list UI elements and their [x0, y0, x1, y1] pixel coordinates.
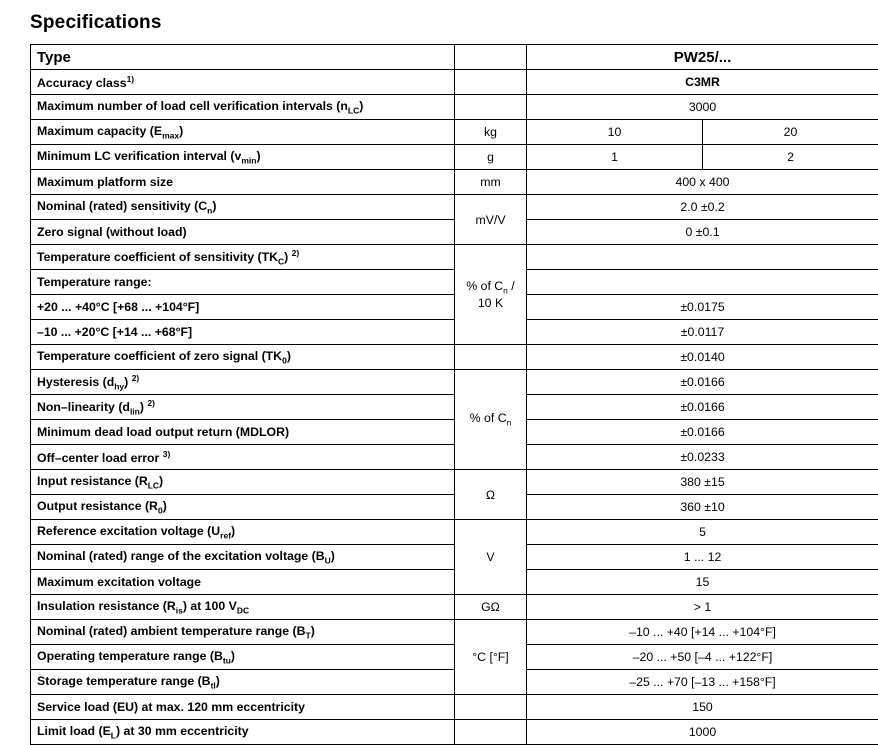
row-value: ±0.0140: [527, 345, 878, 370]
row-unit: [455, 345, 527, 370]
row-label-mdlor: Minimum dead load output return (MDLOR): [31, 420, 455, 445]
row-label-operating-temp-range: [31, 645, 455, 670]
label-subscript: tu: [223, 655, 231, 665]
label-text: Temperature coefficient of sensitivity (TK: [37, 250, 278, 264]
table-row: [31, 495, 878, 520]
footnote-marker: 3): [163, 449, 171, 459]
label-text: Nominal (rated) ambient temperature range (B: [37, 624, 306, 638]
table-row: [31, 445, 878, 470]
row-unit: GΩ: [455, 595, 527, 620]
row-value-col2: 2: [703, 145, 878, 170]
label-text: Output resistance (R: [37, 499, 158, 513]
row-value: 360 ±10: [527, 495, 878, 520]
label-text: Accuracy class: [37, 76, 127, 90]
label-text: Insulation resistance (R: [37, 599, 176, 613]
label-text-end: ): [212, 199, 216, 213]
row-unit: [455, 95, 527, 120]
row-label-hysteresis: [31, 370, 455, 395]
label-subscript: ref: [220, 530, 231, 540]
label-text: Off–center load error: [37, 451, 159, 465]
label-subscript: 0: [158, 505, 163, 515]
label-subscript: L: [111, 730, 116, 740]
label-subscript: U: [325, 555, 331, 565]
label-subscript: LC: [148, 480, 159, 490]
row-label-off-center-load-error: [31, 445, 455, 470]
header-unit-cell: [455, 45, 527, 70]
row-unit: kg: [455, 120, 527, 145]
unit-line-2: 10 K: [461, 296, 520, 310]
row-label-temperature-range: Temperature range:: [31, 270, 455, 295]
table-row: [31, 620, 878, 645]
table-row: [31, 520, 878, 545]
row-label-nominal-sensitivity: [31, 195, 455, 220]
label-text-end: ) at 100 V: [183, 599, 237, 613]
label-text-end: ): [179, 124, 183, 138]
row-value: C3MR: [527, 70, 878, 95]
row-unit-ohm: Ω: [455, 470, 527, 520]
row-unit-mvv: mV/V: [455, 195, 527, 245]
label-text: Maximum capacity (E: [37, 124, 162, 138]
row-value: 15: [527, 570, 878, 595]
row-label-temp-range-low: –10 ... +20°C [+14 ... +68°F]: [31, 320, 455, 345]
label-text: Non–linearity (d: [37, 400, 130, 414]
label-subscript: n: [207, 205, 212, 215]
label-subscript: lin: [130, 406, 140, 416]
row-label-nominal-excitation-range: [31, 545, 455, 570]
table-row: [31, 670, 878, 695]
row-value: 150: [527, 695, 878, 720]
label-text-end: ): [287, 349, 291, 363]
row-value-col2: 20: [703, 120, 878, 145]
row-value: ±0.0166: [527, 420, 878, 445]
table-row: [31, 720, 878, 745]
row-label-reference-excitation-voltage: [31, 520, 455, 545]
row-unit: mm: [455, 170, 527, 195]
table-row: [31, 245, 878, 270]
label-text-end: ): [331, 549, 335, 563]
table-row: [31, 595, 878, 620]
row-label-storage-temp-range: [31, 670, 455, 695]
label-text-end: ): [163, 499, 167, 513]
row-value: –10 ... +40 [+14 ... +104°F]: [527, 620, 878, 645]
row-value: ±0.0117: [527, 320, 878, 345]
header-model-cell: PW25/...: [527, 45, 878, 70]
table-row: [31, 320, 878, 345]
label-subscript: hy: [114, 381, 124, 391]
label-text-end: ): [140, 400, 144, 414]
label-text: Nominal (rated) sensitivity (C: [37, 199, 207, 213]
row-unit-volt: V: [455, 520, 527, 595]
label-subscript-2: DC: [237, 605, 249, 615]
row-value: ±0.0166: [527, 395, 878, 420]
table-row: [31, 295, 878, 320]
footnote-marker: 2): [292, 248, 300, 258]
row-value: 1 ... 12: [527, 545, 878, 570]
row-label-output-resistance: [31, 495, 455, 520]
label-text-end: ): [124, 375, 128, 389]
label-subscript: tl: [211, 680, 216, 690]
label-text: Storage temperature range (B: [37, 674, 211, 688]
label-text-end: ): [359, 99, 363, 113]
footnote-marker: 1): [127, 74, 135, 84]
row-label-max-excitation-voltage: Maximum excitation voltage: [31, 570, 455, 595]
label-text-end: ): [231, 524, 235, 538]
row-label-non-linearity: [31, 395, 455, 420]
label-text: Temperature coefficient of zero signal (TK: [37, 349, 282, 363]
table-row: [31, 645, 878, 670]
label-text-end: ) at 30 mm eccentricity: [116, 724, 249, 738]
specifications-table: [30, 44, 878, 745]
footnote-marker: 2): [132, 373, 140, 383]
row-value: 400 x 400: [527, 170, 878, 195]
row-value: 380 ±15: [527, 470, 878, 495]
row-value: 2.0 ±0.2: [527, 195, 878, 220]
row-value-col1: 1: [527, 145, 703, 170]
row-value: 1000: [527, 720, 878, 745]
label-subscript: C: [278, 256, 284, 266]
label-subscript: 0: [282, 355, 287, 365]
table-row: [31, 95, 878, 120]
table-row: [31, 145, 878, 170]
row-label-tk0: [31, 345, 455, 370]
label-text-end: ): [284, 250, 288, 264]
row-unit-pct-cn-10k: [455, 245, 527, 345]
table-row: [31, 70, 878, 95]
label-text-end: ): [256, 149, 260, 163]
row-value: [527, 245, 878, 270]
row-value: –20 ... +50 [–4 ... +122°F]: [527, 645, 878, 670]
row-value: 3000: [527, 95, 878, 120]
row-label-input-resistance: [31, 470, 455, 495]
table-row: [31, 695, 878, 720]
table-row: [31, 120, 878, 145]
row-label-maximum-capacity: [31, 120, 455, 145]
specifications-page: [0, 12, 878, 638]
table-row: [31, 170, 878, 195]
row-unit-degc: °C [°F]: [455, 620, 527, 695]
label-text-end: ): [311, 624, 315, 638]
label-subscript: max: [162, 130, 179, 140]
table-row: [31, 545, 878, 570]
table-row: [31, 220, 878, 245]
label-subscript: is: [176, 605, 183, 615]
table-row: [31, 470, 878, 495]
row-value: –25 ... +70 [–13 ... +158°F]: [527, 670, 878, 695]
table-row: [31, 395, 878, 420]
table-row: [31, 345, 878, 370]
label-text: Operating temperature range (B: [37, 649, 223, 663]
row-label-tkc: [31, 245, 455, 270]
page-title: Specifications: [30, 12, 864, 34]
label-text: Input resistance (R: [37, 474, 148, 488]
footnote-marker: 2): [147, 398, 155, 408]
header-type-cell: Type: [31, 45, 455, 70]
row-label-max-platform-size: Maximum platform size: [31, 170, 455, 195]
row-label-temp-range-high: +20 ... +40°C [+68 ... +104°F]: [31, 295, 455, 320]
row-value: ±0.0166: [527, 370, 878, 395]
row-unit: [455, 720, 527, 745]
label-text: Minimum LC verification interval (v: [37, 149, 241, 163]
label-subscript: T: [306, 630, 311, 640]
label-text-end: ): [216, 674, 220, 688]
row-unit-pct-cn: % of $C_n$: [455, 370, 527, 470]
row-value-col1: 10: [527, 120, 703, 145]
row-value: ±0.0175: [527, 295, 878, 320]
row-value: 0 ±0.1: [527, 220, 878, 245]
row-label-accuracy-class: [31, 70, 455, 95]
label-subscript: LC: [348, 105, 359, 115]
row-value: [527, 270, 878, 295]
table-header-row: [31, 45, 878, 70]
table-row: [31, 195, 878, 220]
table-row: [31, 370, 878, 395]
label-text: Maximum number of load cell verification intervals (n: [37, 99, 348, 113]
label-text-end: ): [159, 474, 163, 488]
label-text: Limit load (E: [37, 724, 111, 738]
row-label-max-verification-intervals: [31, 95, 455, 120]
row-label-limit-load: [31, 720, 455, 745]
row-unit: [455, 695, 527, 720]
label-text: Hysteresis (d: [37, 375, 114, 389]
table-row: [31, 270, 878, 295]
table-row: [31, 420, 878, 445]
row-label-zero-signal: Zero signal (without load): [31, 220, 455, 245]
row-value: ±0.0233: [527, 445, 878, 470]
label-subscript: min: [241, 155, 256, 165]
row-value: > 1: [527, 595, 878, 620]
row-unit: g: [455, 145, 527, 170]
label-text: Reference excitation voltage (U: [37, 524, 220, 538]
table-row: [31, 570, 878, 595]
row-value: 5: [527, 520, 878, 545]
row-label-insulation-resistance: [31, 595, 455, 620]
label-text: Nominal (rated) range of the excitation voltage (B: [37, 549, 325, 563]
unit-line-1: % of $C_n$ /: [461, 279, 520, 295]
row-label-min-lc-verification-interval: [31, 145, 455, 170]
label-text-end: ): [231, 649, 235, 663]
row-unit: [455, 70, 527, 95]
row-label-nominal-ambient-temp-range: [31, 620, 455, 645]
row-label-service-load: Service load (EU) at max. 120 mm eccentricity: [31, 695, 455, 720]
